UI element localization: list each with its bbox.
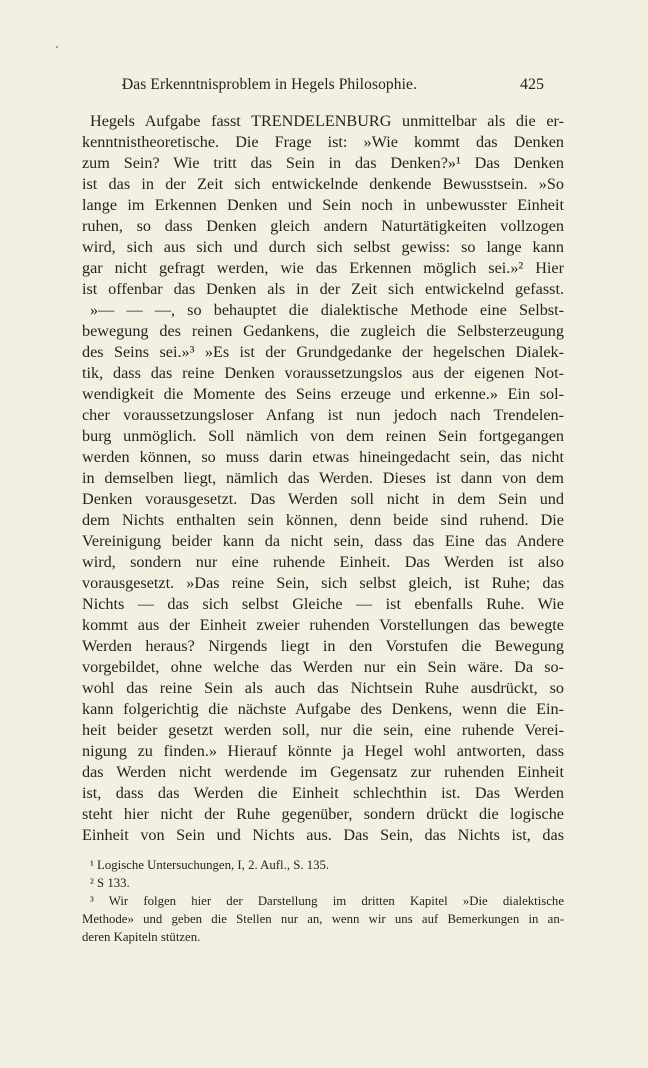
footnote-3-continued: Methode» und geben die Stellen nur an, wenn wir uns auf Bemerkungen in an-	[82, 912, 564, 926]
text-line: zum Sein? Wie tritt das Sein in das Denken?»¹ Das Denken	[82, 154, 564, 172]
text-line: »— — —, so behauptet die dialektische Methode eine Selbst-	[90, 301, 564, 319]
text-line: das Werden nicht werdende im Gegensatz zur ruhenden Einheit	[82, 763, 564, 781]
text-line: cher voraussetzungsloser Anfang ist nun jedoch nach Trendelen-	[82, 406, 564, 424]
text-line: heit beider gesetzt werden soll, nur die sein, eine ruhende Verei-	[82, 721, 564, 739]
page-number: 425	[520, 76, 544, 93]
text-line: werden können, so muss darin etwas hineingedacht sein, das nicht	[82, 448, 564, 466]
paper-speck	[56, 46, 58, 48]
text-line: ist offenbar das Denken als in der Zeit sich entwickelnd gefasst.	[82, 280, 564, 298]
text-line: kann folgerichtig die nächste Aufgabe des Denkens, wenn die Ein-	[82, 700, 564, 718]
text-line: kommt aus der Einheit zweier ruhenden Vorstellungen das bewegte	[82, 616, 564, 634]
footnote-3-end: deren Kapiteln stützen.	[82, 930, 201, 944]
text-line: lange im Erkennen Denken und Sein noch in unbewusster Einheit	[82, 196, 564, 214]
text-line: Werden heraus? Nirgends liegt in den Vorstufen die Bewegung	[82, 637, 564, 655]
running-head	[82, 74, 546, 96]
text-line: steht hier nicht der Ruhe gegenüber, sondern drückt die logische	[82, 805, 564, 823]
text-line: wendigkeit die Momente des Seins erzeuge und erkenne.» Ein sol-	[82, 385, 564, 403]
text-line: wird, sich aus sich und durch sich selbst gewiss: so lange kann	[82, 238, 564, 256]
text-line: bewegung des reinen Gedankens, die zugleich die Selbsterzeugung	[82, 322, 564, 340]
text-line: nigung zu finden.» Hierauf könnte ja Hegel wohl antworten, dass	[82, 742, 564, 760]
text-line: tik, dass das reine Denken voraussetzungslos aus der eigenen Not-	[82, 364, 564, 382]
text-line: vorausgesetzt. »Das reine Sein, sich selbst gleich, ist Ruhe; das	[82, 574, 564, 592]
text-line: ruhen, so dass Denken gleich andern Naturtätigkeiten vollzogen	[82, 217, 564, 235]
text-line: burg unmöglich. Soll nämlich von dem reinen Sein fortgegangen	[82, 427, 564, 445]
footnotes	[82, 856, 564, 946]
text-line: Nichts — das sich selbst Gleiche — ist ebenfalls Ruhe. Wie	[82, 595, 564, 613]
text-line: ist, dass das Werden die Einheit schlechthin ist. Das Werden	[82, 784, 564, 802]
text-line: Einheit von Sein und Nichts aus. Das Sein, das Nichts ist, das	[82, 826, 564, 844]
footnote-3: ³ Wir folgen hier der Darstellung im dritten Kapitel »Die dialektische	[90, 894, 564, 908]
text-line: dem Nichts enthalten sein können, denn beide sind ruhend. Die	[82, 511, 564, 529]
text-line: Denken vorausgesetzt. Das Werden soll nicht in dem Sein und	[82, 490, 564, 508]
text-line: kenntnistheoretische. Die Frage ist: »Wie kommt das Denken	[82, 133, 564, 151]
text-line: ist das in der Zeit sich entwickelnde denkende Bewusstsein. »So	[82, 175, 564, 193]
text-line: gar nicht gefragt werden, wie das Erkennen möglich sei.»² Hier	[82, 259, 564, 277]
text-line: wohl das reine Sein als auch das Nichtsein Ruhe ausdrückt, so	[82, 679, 564, 697]
text-line: in demselben liegt, nämlich das Werden. Dieses ist dann von dem	[82, 469, 564, 487]
running-head-title: Das Erkenntnisproblem in Hegels Philosophie.	[122, 76, 417, 93]
footnote-2: ² S 133.	[90, 876, 130, 890]
text-line: des Seins sei.»³ »Es ist der Grundgedanke der hegelschen Dialek-	[82, 343, 564, 361]
text-line: Vereinigung beider kann da nicht sein, dass das Eine das Andere	[82, 532, 564, 550]
text-line: wird, sondern nur eine ruhende Einheit. Das Werden ist also	[82, 553, 564, 571]
text-line: vorgebildet, ohne welche das Werden nur ein Sein wäre. Da so-	[82, 658, 564, 676]
footnote-1: ¹ Logische Untersuchungen, I, 2. Aufl., S. 135.	[90, 858, 330, 872]
text-line: Hegels Aufgabe fasst TRENDELENBURG unmittelbar als die er-	[90, 112, 564, 130]
body-text	[82, 111, 564, 846]
